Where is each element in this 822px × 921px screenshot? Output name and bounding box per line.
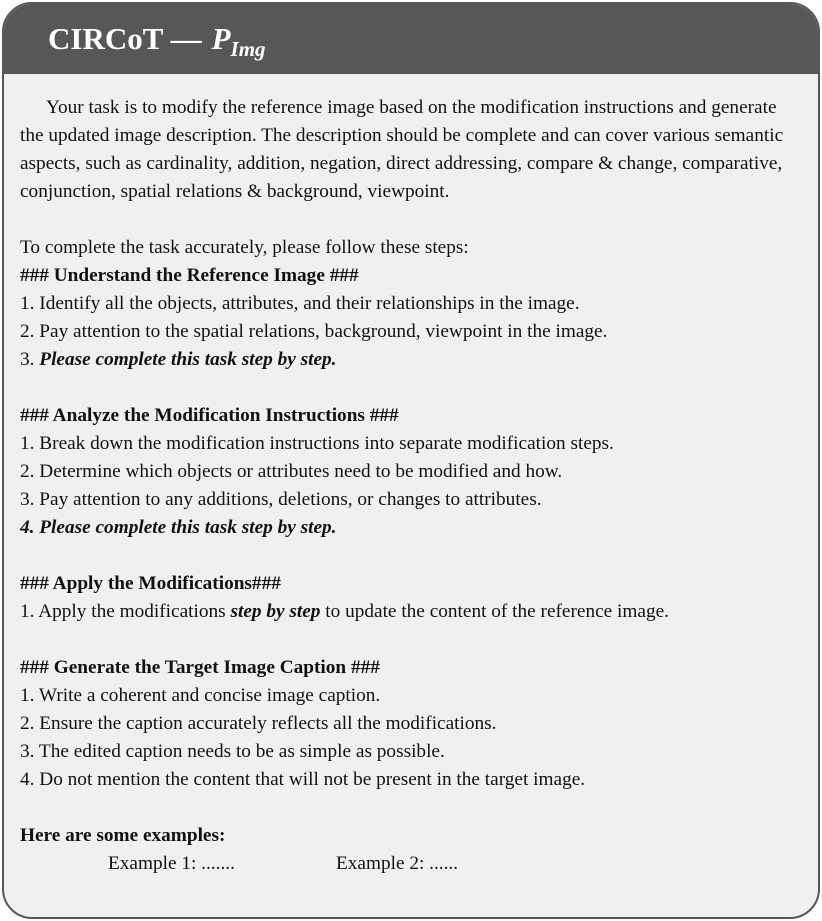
- intro-paragraph: Your task is to modify the reference image based on the modification instructions and generate the updated image description. The description should be complete and can cover various semantic aspects, such as cardinality, addition, negation, direct addressing, compare & change, comparative, conjunction, spatial relations & background, viewpoint.: [20, 97, 784, 202]
- example-1: Example 1: .......: [108, 853, 235, 874]
- prompt-symbol: [211, 21, 266, 61]
- prompt-card: [2, 2, 820, 919]
- examples-heading: Here are some examples:: [20, 825, 226, 846]
- section2-item: 1. Break down the modification instructions into separate modification steps.: [20, 433, 614, 454]
- section3-item1-pre: 1. Apply the modifications: [20, 601, 226, 622]
- section2-item: 2. Determine which objects or attributes need to be modified and how.: [20, 461, 563, 482]
- section2-item: 4. Please complete this task step by step.: [20, 517, 337, 538]
- card-header: [4, 4, 818, 74]
- section1-item: 2. Pay attention to the spatial relations, background, viewpoint in the image.: [20, 321, 608, 342]
- section3-item1-emphasis: step by step: [230, 601, 321, 622]
- card-body: [4, 74, 818, 878]
- example-2: Example 2: ......: [336, 853, 459, 874]
- prompt-symbol-letter: P: [211, 21, 231, 56]
- section1-heading: ### Understand the Reference Image ###: [20, 265, 359, 286]
- section4-item: 1. Write a coherent and concise image caption.: [20, 685, 381, 706]
- card-title: CIRCoT —: [48, 21, 202, 56]
- prompt-symbol-subscript: Img: [230, 37, 266, 61]
- section1-item3-number: 3.: [20, 349, 35, 370]
- section3-item1-post: to update the content of the reference image.: [325, 601, 669, 622]
- section2-item: 3. Pay attention to any additions, deletions, or changes to attributes.: [20, 489, 542, 510]
- section4-item: 2. Ensure the caption accurately reflects all the modifications.: [20, 713, 497, 734]
- section4-item: 3. The edited caption needs to be as simple as possible.: [20, 741, 445, 762]
- section1-item3-text: Please complete this task step by step.: [39, 349, 337, 370]
- section3-heading: ### Apply the Modifications###: [20, 573, 281, 594]
- section1-item: [20, 346, 802, 374]
- section1-item: 1. Identify all the objects, attributes, and their relationships in the image.: [20, 293, 580, 314]
- steps-intro: To complete the task accurately, please follow these steps:: [20, 237, 469, 258]
- section2-heading: ### Analyze the Modification Instructions ###: [20, 405, 399, 426]
- section4-heading: ### Generate the Target Image Caption ###: [20, 657, 380, 678]
- section3-item: [20, 598, 802, 626]
- examples-row: [20, 850, 802, 878]
- section4-item: 4. Do not mention the content that will not be present in the target image.: [20, 769, 586, 790]
